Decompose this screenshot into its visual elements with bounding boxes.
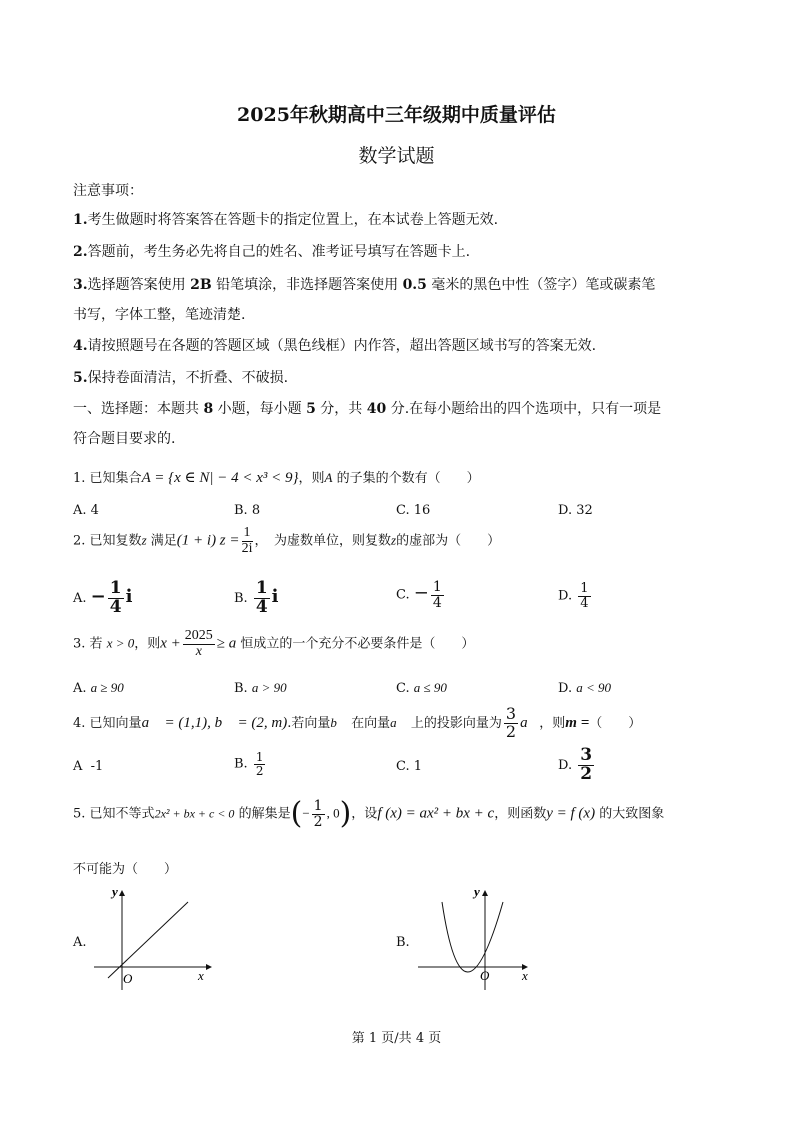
notice-item-number: 4. (73, 338, 88, 354)
section-text: 分，共 (315, 401, 367, 417)
notice-item-text: 请按照题号在各题的答题区域（黑色线框）内作答，超出答题区域书写的答案无效. (87, 338, 597, 354)
page-subtitle: 数学试题 (358, 145, 435, 167)
origin-label: O (480, 968, 490, 983)
q3-option-c: C. a ≤ 90 (396, 680, 447, 696)
question-text: 的子集的个数有（ ） (332, 471, 480, 486)
q2-option-b: B. $\frac{1}{4}$ i (234, 578, 279, 617)
origin-label: O (123, 971, 133, 986)
fraction: $\frac{3}{2}$ (505, 704, 517, 741)
notice-item-2 (73, 241, 470, 261)
y-axis-arrow-icon (119, 890, 125, 896)
q2-option-c: C. − $\frac{1}{4}$ (396, 579, 442, 611)
vector-b: , b⃗ = (2, m) (207, 714, 288, 731)
question-count: 8 (203, 401, 214, 417)
question-3 (73, 629, 474, 659)
inequality: 2x² + bx + c < 0 (154, 806, 235, 821)
condition: x > 0 (106, 635, 135, 651)
interval-end: , 0 (326, 805, 340, 821)
graph-b-label: B. (396, 935, 410, 950)
q3-option-a: A. a ≥ 90 (73, 680, 124, 696)
fraction: $\frac{1}{2i}$ (241, 525, 253, 556)
notice-item-text: 考生做题时将答案答在答题卡的指定位置上，在本试卷上答题无效. (87, 212, 499, 228)
x-axis-label: x (522, 968, 528, 983)
question-text: 在向量 (351, 715, 391, 731)
question-text: 的大致图象 (599, 806, 665, 822)
question-text: 上的投影向量为 (410, 715, 502, 731)
vector-a-ref: a⃗ (390, 714, 407, 730)
question-5: 5. 已知不等式2x² + bx + c < 0 的解集是(− $\frac{1}{2}$ , 0)，设f (x) = ax² + bx + c，则函数y = f (x) 的大致图象 (73, 796, 665, 832)
x-axis-arrow-icon (206, 964, 212, 970)
section-text: 小题，每小题 (213, 401, 307, 417)
q2-option-d: D. $\frac{1}{4}$ (558, 581, 589, 611)
question-text: 已知集合 (89, 471, 142, 486)
notice-item-number: 1. (73, 212, 88, 228)
question-text: 的解集是 (238, 806, 291, 822)
y-axis-arrow-icon (482, 890, 488, 896)
parabola-graph (442, 902, 503, 972)
question-number: 1. (73, 471, 86, 486)
notice-item-text: 答题前，考生务必先将自己的姓名、准考证号填写在答题卡上. (87, 244, 471, 260)
question-text: 恒成立的一个充分不必要条件是（ ） (240, 636, 475, 652)
question-text: 已知复数 (89, 533, 142, 549)
m-equals: m = (565, 714, 590, 731)
notice-item-text: 选择题答案使用 (87, 277, 191, 293)
page-title: 2025年秋期高中三年级期中质量评估 (237, 104, 556, 126)
question-number: 2. (73, 533, 86, 549)
notice-item-number: 5. (73, 370, 88, 386)
notice-item-1 (73, 209, 498, 229)
points-each: 5 (306, 401, 316, 417)
notice-item-text: 毫米的黑色中性（签字）笔或碳素笔 (426, 277, 656, 293)
q4-option-a: A -1 (73, 759, 104, 774)
q1-option-b: B. 8 (234, 503, 261, 518)
section-heading-cont: 符合题目要求的. (73, 431, 176, 447)
graph-a-label: A. (73, 935, 87, 950)
question-2 (73, 526, 500, 556)
graph-b (410, 882, 540, 992)
points-total: 40 (366, 401, 387, 417)
q1-option-c: C. 16 (396, 503, 431, 518)
question-4 (73, 706, 641, 741)
question-5-cont: 不可能为（ ） (73, 862, 178, 877)
pen-size: 0.5 (402, 277, 427, 293)
notice-item-number: 2. (73, 244, 88, 260)
section-text: 分.在每小题给出的四个选项中，只有一项是 (386, 401, 662, 417)
q1-option-a: A. 4 (73, 503, 99, 518)
question-text: .若向量 (287, 715, 331, 731)
question-number: 5. (73, 806, 86, 822)
notice-item-5 (73, 367, 288, 387)
q2-option-a: A. − $\frac{1}{4}$ i (73, 578, 133, 617)
q4-option-d: D. $\frac{3}{2}$ (558, 745, 593, 784)
fraction: $\frac{1}{2}$ (313, 798, 323, 830)
notice-item-3 (73, 274, 655, 294)
x-axis-label: x (198, 968, 204, 983)
graph-a (88, 882, 218, 992)
vector-a: a⃗ = (1,1) (141, 714, 208, 731)
question-text: ，则函数 (494, 806, 547, 822)
function-definition: f (x) = ax² + bx + c (377, 805, 495, 822)
q1-option-d: D. 32 (558, 503, 593, 518)
question-text: 若 (89, 636, 103, 652)
inequality-lhs: x + (160, 635, 181, 652)
question-text: ，则 (134, 636, 161, 652)
question-text: 满足 (150, 533, 177, 549)
notice-item-text: 保持卷面清洁，不折叠、不破损. (87, 370, 289, 386)
question-text: ，则 (539, 715, 566, 731)
page-footer: 第 1 页/共 4 页 (351, 1031, 442, 1046)
pencil-type: 2B (190, 277, 212, 293)
question-number: 3. (73, 636, 86, 652)
question-text: ，设 (351, 806, 378, 822)
equation-lhs: (1 + i) z = (176, 532, 240, 549)
fraction: $\frac{2025}{x}$ (184, 628, 213, 659)
question-text: 的虚部为（ ） (396, 533, 501, 549)
q4-option-c: C. 1 (396, 759, 423, 774)
notice-item-4 (73, 335, 596, 355)
question-text: ， 为虚数单位，则复数 (254, 533, 392, 549)
question-text: 已知向量 (89, 715, 142, 731)
complex-variable: z (391, 532, 397, 548)
q4-option-b: B. $\frac{1}{2}$ (234, 750, 264, 778)
interval-sign: − (302, 805, 310, 821)
question-text: 已知不等式 (89, 806, 155, 822)
notice-item-number: 3. (73, 277, 88, 293)
q3-option-d: D. a < 90 (558, 680, 612, 696)
projection-vector: a⃗ (520, 714, 540, 731)
section-heading (73, 398, 661, 418)
set-variable: A (324, 470, 333, 485)
inequality-rhs: ≥ a (216, 635, 237, 652)
y-axis-label: y (474, 884, 480, 899)
notice-heading: 注意事项： (73, 183, 143, 199)
question-1 (73, 467, 480, 487)
question-number: 4. (73, 715, 86, 731)
section-text: 一、选择题：本题共 (73, 401, 204, 417)
notice-item-text: 铅笔填涂，非选择题答案使用 (211, 277, 403, 293)
notice-item-3-cont: 书写，字体工整，笔迹清楚. (73, 307, 246, 323)
question-text: （ ） (589, 715, 642, 731)
y-axis-label: y (112, 884, 118, 899)
function-y: y = f (x) (546, 805, 596, 822)
complex-variable: z (141, 532, 147, 548)
set-expression: A = {x ∈ N| − 4 < x³ < 9} (141, 470, 299, 486)
question-text: ，则 (298, 471, 325, 486)
q3-option-b: B. a > 90 (234, 680, 287, 696)
vector-b-ref: b⃗ (330, 714, 347, 730)
